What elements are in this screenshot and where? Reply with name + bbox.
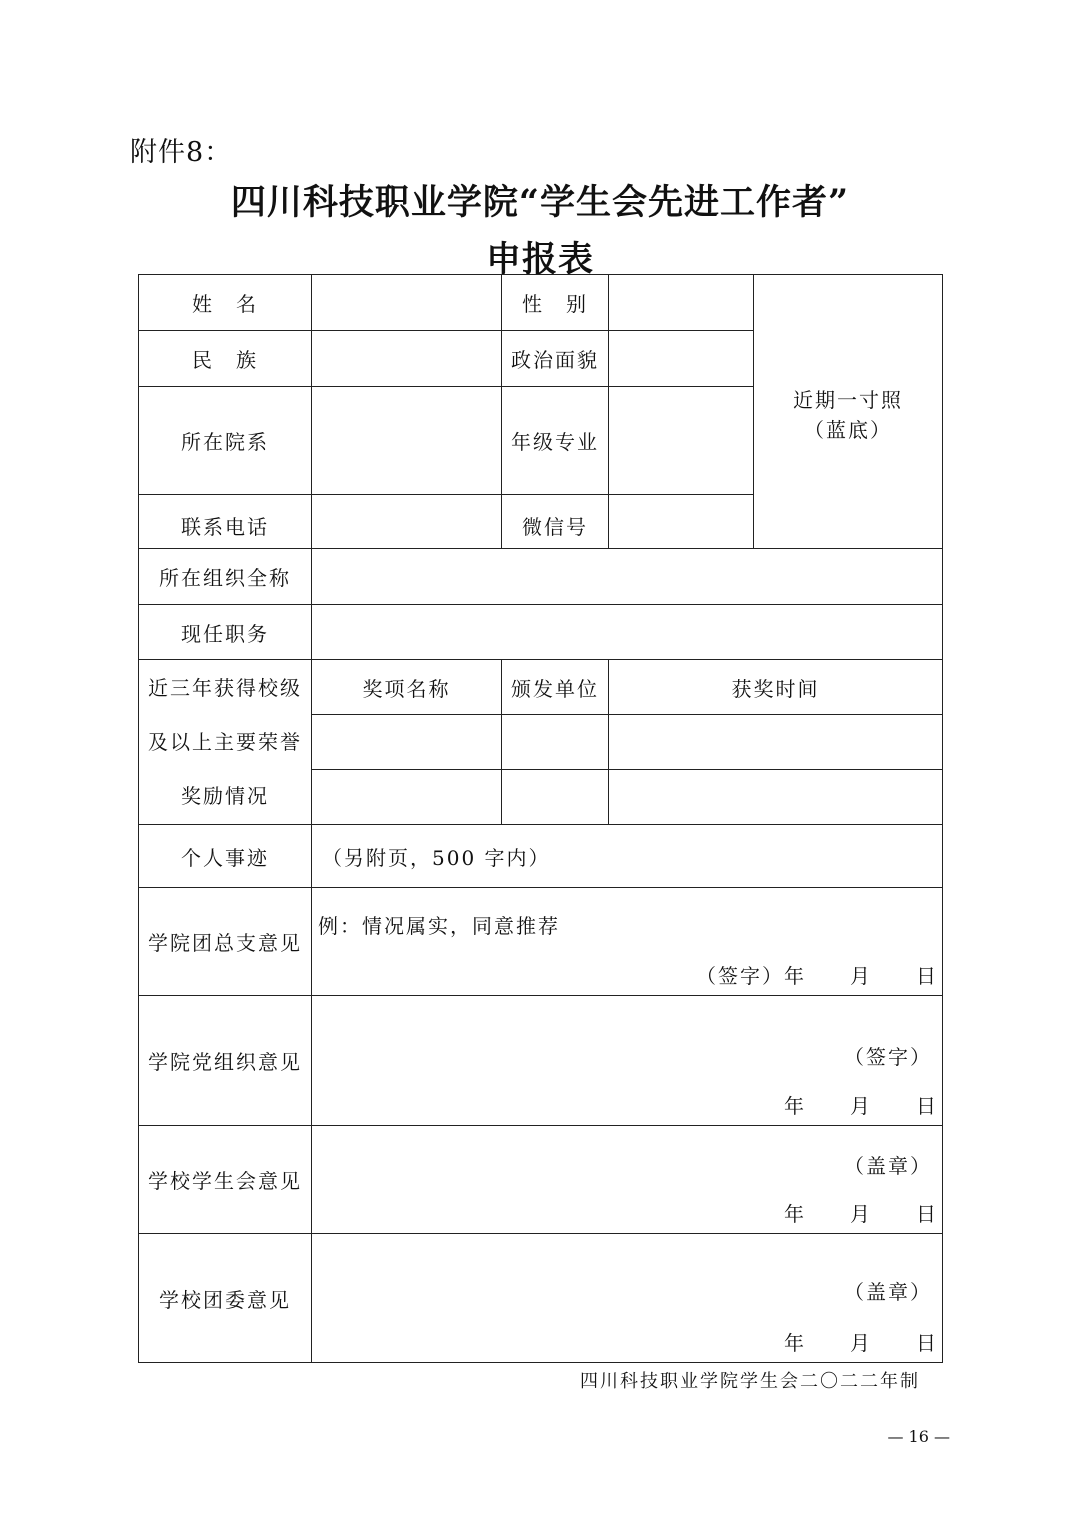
department-label: 所在院系 <box>139 387 312 495</box>
party-opinion-label: 学院党组织意见 <box>139 996 312 1126</box>
grade-major-label: 年级专业 <box>502 387 609 495</box>
form-title-line1: 四川科技职业学院“学生会先进工作者” <box>230 182 850 223</box>
league-opinion-field[interactable] <box>312 1234 943 1363</box>
phone-label: 联系电话 <box>139 495 312 549</box>
award-time-cell[interactable] <box>609 770 943 825</box>
league-seal: （盖章） <box>844 1280 932 1304</box>
honors-label <box>139 660 312 825</box>
name-field[interactable] <box>312 275 502 331</box>
political-status-field[interactable] <box>609 331 754 387</box>
political-status-label: 政治面貌 <box>502 331 609 387</box>
award-time-header: 获奖时间 <box>609 660 943 715</box>
footer-note: 四川科技职业学院学生会二〇二二年制 <box>580 1371 920 1392</box>
award-name-header: 奖项名称 <box>312 660 502 715</box>
honors-label-line3: 奖励情况 <box>181 784 269 808</box>
gender-field[interactable] <box>609 275 754 331</box>
party-date: 年 月 日 <box>784 1094 938 1118</box>
photo-caption: 近期一寸照 <box>793 388 903 412</box>
award-name-cell[interactable] <box>312 715 502 770</box>
union-seal: （盖章） <box>844 1154 932 1178</box>
department-field[interactable] <box>312 387 502 495</box>
branch-opinion-field[interactable] <box>312 888 943 996</box>
organization-field[interactable] <box>312 549 943 605</box>
organization-label: 所在组织全称 <box>139 549 312 605</box>
deeds-field[interactable] <box>312 825 943 888</box>
photo-background-note: （蓝底） <box>804 418 892 442</box>
issuer-cell[interactable] <box>502 770 609 825</box>
union-date: 年 月 日 <box>784 1202 938 1226</box>
party-sign: （签字） <box>844 1045 932 1069</box>
phone-field[interactable] <box>312 495 502 549</box>
branch-opinion-label: 学院团总支意见 <box>139 888 312 996</box>
name-label: 姓 名 <box>139 275 312 331</box>
issuer-cell[interactable] <box>502 715 609 770</box>
photo-box[interactable] <box>754 275 943 549</box>
award-time-cell[interactable] <box>609 715 943 770</box>
branch-sign-date: （签字）年 月 日 <box>696 964 938 988</box>
union-opinion-field[interactable] <box>312 1126 943 1234</box>
league-opinion-label: 学校团委意见 <box>139 1234 312 1363</box>
party-opinion-field[interactable] <box>312 996 943 1126</box>
grade-major-field[interactable] <box>609 387 754 495</box>
gender-label: 性 别 <box>502 275 609 331</box>
union-opinion-label: 学校学生会意见 <box>139 1126 312 1234</box>
league-date: 年 月 日 <box>784 1331 938 1355</box>
attachment-label: 附件8： <box>130 137 233 168</box>
page-number: — 16 — <box>887 1427 950 1446</box>
form-title-line2: 申报表 <box>485 239 594 280</box>
ethnicity-label: 民 族 <box>139 331 312 387</box>
issuer-header: 颁发单位 <box>502 660 609 715</box>
position-field[interactable] <box>312 605 943 660</box>
wechat-field[interactable] <box>609 495 754 549</box>
position-label: 现任职务 <box>139 605 312 660</box>
ethnicity-field[interactable] <box>312 331 502 387</box>
deeds-label: 个人事迹 <box>139 825 312 888</box>
wechat-label: 微信号 <box>502 495 609 549</box>
honors-label-line2: 及以上主要荣誉 <box>148 730 302 754</box>
deeds-note: （另附页，500 字内） <box>322 845 551 870</box>
application-form-table <box>138 274 943 1363</box>
branch-opinion-example: 例：情况属实，同意推荐 <box>318 914 560 938</box>
award-name-cell[interactable] <box>312 770 502 825</box>
honors-label-line1: 近三年获得校级 <box>148 676 302 700</box>
